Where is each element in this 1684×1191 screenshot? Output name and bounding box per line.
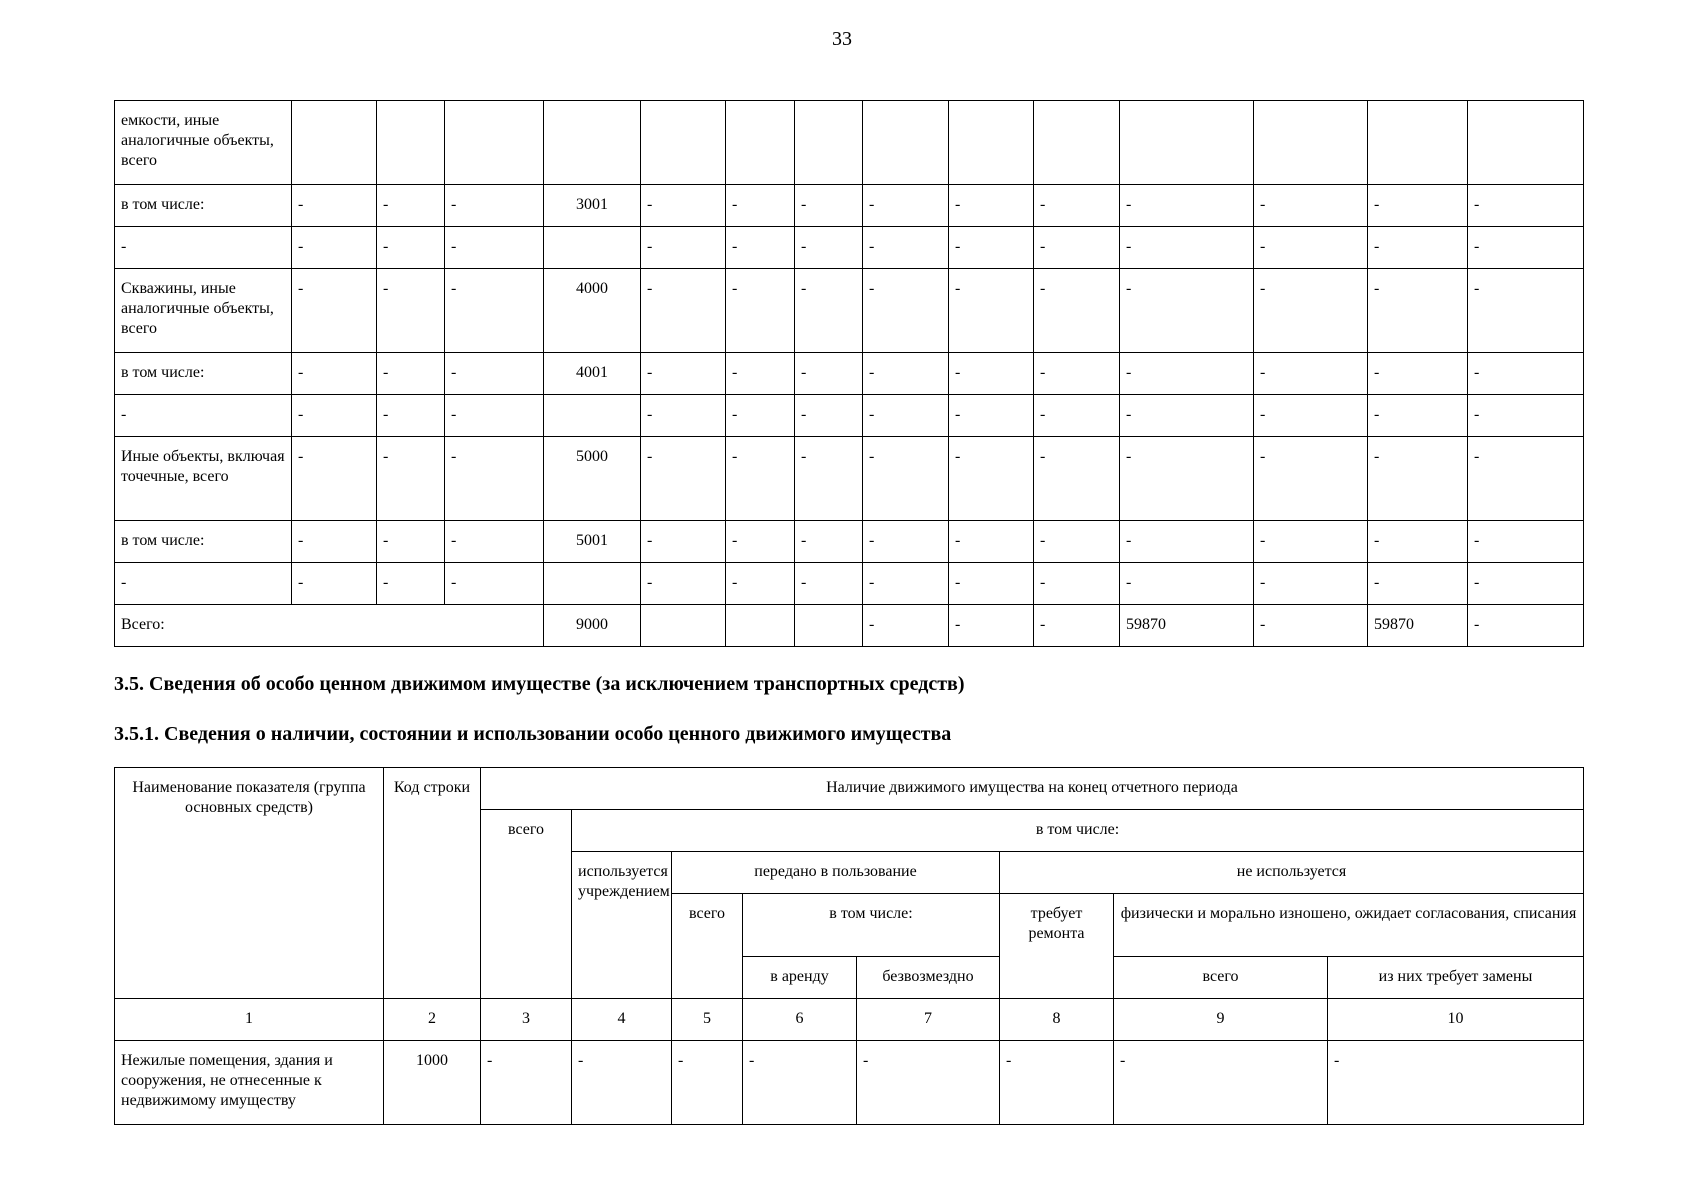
table-cell: - <box>641 563 726 605</box>
header-requires-replacement: из них требует замены <box>1328 957 1584 999</box>
table-cell: - <box>377 521 445 563</box>
table-cell: - <box>795 521 863 563</box>
header-including: в том числе: <box>572 810 1584 852</box>
table-cell: - <box>1368 437 1468 521</box>
table-cell: - <box>863 353 949 395</box>
column-number: 1 <box>115 999 384 1041</box>
table-cell: - <box>377 185 445 227</box>
table-cell: - <box>1368 353 1468 395</box>
table-real-estate-continued <box>114 100 1584 647</box>
table-cell: - <box>1120 395 1254 437</box>
row-name-cell: Нежилые помещения, здания и сооружения, не отнесенные к недвижимому имуществу <box>115 1041 384 1125</box>
row-code-cell: 5001 <box>544 521 641 563</box>
table-cell <box>1368 101 1468 185</box>
table-cell: - <box>445 521 544 563</box>
table-cell: - <box>743 1041 857 1125</box>
table-cell: - <box>949 185 1034 227</box>
table-cell: - <box>1368 185 1468 227</box>
table-cell: - <box>292 521 377 563</box>
table-cell: - <box>795 269 863 353</box>
header-indicator-name: Наименование показателя (группа основных средств) <box>115 768 384 999</box>
table-cell <box>726 101 795 185</box>
column-number: 7 <box>857 999 1000 1041</box>
row-code-cell: 4001 <box>544 353 641 395</box>
table-cell: - <box>445 395 544 437</box>
column-number: 9 <box>1114 999 1328 1041</box>
table-cell: - <box>949 521 1034 563</box>
table-cell: - <box>795 227 863 269</box>
table-cell: - <box>1254 605 1368 647</box>
column-number: 2 <box>384 999 481 1041</box>
table-cell: - <box>1120 227 1254 269</box>
header-transferred: передано в пользование <box>672 852 1000 894</box>
table-cell: - <box>641 269 726 353</box>
table-cell: - <box>1034 227 1120 269</box>
table-cell: - <box>1034 437 1120 521</box>
table-cell: - <box>726 185 795 227</box>
table-cell: - <box>1468 605 1584 647</box>
table-cell: - <box>1328 1041 1584 1125</box>
table-cell: - <box>1120 521 1254 563</box>
table-cell: - <box>1468 437 1584 521</box>
table-cell: - <box>445 563 544 605</box>
table-cell <box>726 605 795 647</box>
table-cell: - <box>377 563 445 605</box>
column-number: 3 <box>481 999 572 1041</box>
table-cell: - <box>863 185 949 227</box>
table-cell <box>795 605 863 647</box>
table-cell: - <box>795 395 863 437</box>
table-row <box>115 269 1584 353</box>
table-cell: 59870 <box>1120 605 1254 647</box>
row-name-cell: - <box>115 227 292 269</box>
table-cell: - <box>949 395 1034 437</box>
table-cell: - <box>1034 521 1120 563</box>
table-cell: - <box>1254 185 1368 227</box>
table-cell: - <box>292 395 377 437</box>
table-cell <box>863 101 949 185</box>
table-cell <box>377 101 445 185</box>
table-cell: - <box>1468 521 1584 563</box>
table-cell: - <box>863 269 949 353</box>
table-cell: - <box>795 563 863 605</box>
table-cell: - <box>1468 563 1584 605</box>
table-cell: - <box>795 437 863 521</box>
row-code-cell: 5000 <box>544 437 641 521</box>
table-cell: - <box>641 353 726 395</box>
table-cell: - <box>1034 185 1120 227</box>
header-not-used: не используется <box>1000 852 1584 894</box>
table-row <box>115 227 1584 269</box>
row-name-cell: емкости, иные аналогичные объекты, всего <box>115 101 292 185</box>
table-cell <box>1034 101 1120 185</box>
table-cell: - <box>863 605 949 647</box>
table-cell: - <box>863 395 949 437</box>
header-total: всего <box>481 810 572 999</box>
table-row <box>115 437 1584 521</box>
table-cell: - <box>445 227 544 269</box>
table-cell: - <box>795 185 863 227</box>
table-cell: - <box>1468 353 1584 395</box>
heading-3-5: 3.5. Сведения об особо ценном движимом имуществе (за исключением транспортных средств) <box>114 673 965 695</box>
column-numbers-row <box>115 999 1584 1041</box>
table-cell: - <box>445 437 544 521</box>
table-cell: - <box>1254 395 1368 437</box>
column-number: 8 <box>1000 999 1114 1041</box>
table-cell: - <box>572 1041 672 1125</box>
table-cell: - <box>1254 269 1368 353</box>
table-cell: - <box>1254 437 1368 521</box>
table-cell <box>641 101 726 185</box>
table-cell <box>795 101 863 185</box>
table-cell: - <box>445 185 544 227</box>
table-cell: - <box>949 353 1034 395</box>
table-cell: - <box>1368 563 1468 605</box>
header-transferred-total: всего <box>672 894 743 999</box>
table-cell: - <box>1000 1041 1114 1125</box>
table-cell: - <box>481 1041 572 1125</box>
row-code-cell: 4000 <box>544 269 641 353</box>
table-cell: - <box>292 185 377 227</box>
header-row-code: Код строки <box>384 768 481 999</box>
total-label-cell: Всего: <box>115 605 544 647</box>
table-cell: - <box>795 353 863 395</box>
header-rent: в аренду <box>743 957 857 999</box>
table-cell: - <box>1368 395 1468 437</box>
table-cell: - <box>949 563 1034 605</box>
table-cell: - <box>377 353 445 395</box>
table-cell: - <box>857 1041 1000 1125</box>
column-number: 5 <box>672 999 743 1041</box>
table-cell <box>1120 101 1254 185</box>
header-used-by-institution: используется учреждением <box>572 852 672 999</box>
row-code-cell <box>544 101 641 185</box>
row-code-cell <box>544 563 641 605</box>
header-worn-out: физически и морально изношено, ожидает согласования, списания <box>1114 894 1584 957</box>
table-cell: - <box>377 227 445 269</box>
row-code-cell <box>544 227 641 269</box>
table-cell: 59870 <box>1368 605 1468 647</box>
table-valuable-movable-property <box>114 767 1584 1125</box>
header-transferred-including: в том числе: <box>743 894 1000 957</box>
row-name-cell: Иные объекты, включая точечные, всего <box>115 437 292 521</box>
table-cell: - <box>949 227 1034 269</box>
total-row <box>115 605 1584 647</box>
table-cell: - <box>949 269 1034 353</box>
row-code-cell: 9000 <box>544 605 641 647</box>
header-free-of-charge: безвозмездно <box>857 957 1000 999</box>
table-cell: - <box>863 521 949 563</box>
row-name-cell: - <box>115 563 292 605</box>
table-row <box>115 521 1584 563</box>
table-cell: - <box>672 1041 743 1125</box>
table-cell <box>445 101 544 185</box>
table-cell: - <box>726 353 795 395</box>
table-cell: - <box>1254 521 1368 563</box>
table-cell: - <box>1254 227 1368 269</box>
table-cell: - <box>726 269 795 353</box>
column-number: 4 <box>572 999 672 1041</box>
table-cell: - <box>641 185 726 227</box>
table-cell: - <box>1114 1041 1328 1125</box>
table-cell: - <box>1254 353 1368 395</box>
table-cell: - <box>1468 395 1584 437</box>
table-cell <box>641 605 726 647</box>
table-cell: - <box>445 353 544 395</box>
table-cell: - <box>1034 605 1120 647</box>
table-cell: - <box>1254 563 1368 605</box>
table-cell: - <box>726 227 795 269</box>
table-cell: - <box>863 437 949 521</box>
row-code-cell <box>544 395 641 437</box>
row-code-cell: 3001 <box>544 185 641 227</box>
header-worn-total: всего <box>1114 957 1328 999</box>
table-cell: - <box>641 437 726 521</box>
table-row <box>115 185 1584 227</box>
table-cell: - <box>1120 353 1254 395</box>
table-row <box>115 395 1584 437</box>
table-cell: - <box>377 395 445 437</box>
table-cell <box>292 101 377 185</box>
table-cell: - <box>1368 521 1468 563</box>
table-cell: - <box>863 227 949 269</box>
table-cell: - <box>1120 185 1254 227</box>
row-name-cell: в том числе: <box>115 185 292 227</box>
heading-3-5-1: 3.5.1. Сведения о наличии, состоянии и использовании особо ценного движимого имущества <box>114 723 952 745</box>
table-cell: - <box>1034 395 1120 437</box>
table-cell: - <box>726 437 795 521</box>
table-cell: - <box>292 437 377 521</box>
table-cell: - <box>726 521 795 563</box>
header-requires-repair: требует ремонта <box>1000 894 1114 999</box>
table-cell: - <box>726 563 795 605</box>
table-cell: - <box>292 563 377 605</box>
table-cell: - <box>1034 353 1120 395</box>
table-row <box>115 353 1584 395</box>
row-name-cell: в том числе: <box>115 353 292 395</box>
table-cell: - <box>292 353 377 395</box>
column-number: 10 <box>1328 999 1584 1041</box>
row-name-cell: Скважины, иные аналогичные объекты, всего <box>115 269 292 353</box>
table-cell <box>949 101 1034 185</box>
table-cell <box>1254 101 1368 185</box>
table-cell: - <box>1468 227 1584 269</box>
table-cell: - <box>1468 185 1584 227</box>
table-cell: - <box>377 437 445 521</box>
row-code-cell: 1000 <box>384 1041 481 1125</box>
page-number: 33 <box>832 28 852 50</box>
table-cell: - <box>863 563 949 605</box>
table-cell: - <box>292 269 377 353</box>
table-cell: - <box>1120 563 1254 605</box>
table-row <box>115 101 1584 185</box>
table-cell: - <box>641 395 726 437</box>
table-row <box>115 563 1584 605</box>
table-row <box>115 1041 1584 1125</box>
row-name-cell: в том числе: <box>115 521 292 563</box>
table-cell: - <box>641 227 726 269</box>
table-cell: - <box>1468 269 1584 353</box>
table-cell: - <box>1368 269 1468 353</box>
table-cell: - <box>377 269 445 353</box>
table-cell: - <box>1034 269 1120 353</box>
table-cell: - <box>949 605 1034 647</box>
header-availability: Наличие движимого имущества на конец отчетного периода <box>481 768 1584 810</box>
table-cell: - <box>1034 563 1120 605</box>
table-cell <box>1468 101 1584 185</box>
table-cell: - <box>1368 227 1468 269</box>
table-cell: - <box>1120 437 1254 521</box>
table-cell: - <box>445 269 544 353</box>
table-cell: - <box>1120 269 1254 353</box>
row-name-cell: - <box>115 395 292 437</box>
table-cell: - <box>292 227 377 269</box>
column-number: 6 <box>743 999 857 1041</box>
table-cell: - <box>726 395 795 437</box>
table-cell: - <box>949 437 1034 521</box>
table-cell: - <box>641 521 726 563</box>
